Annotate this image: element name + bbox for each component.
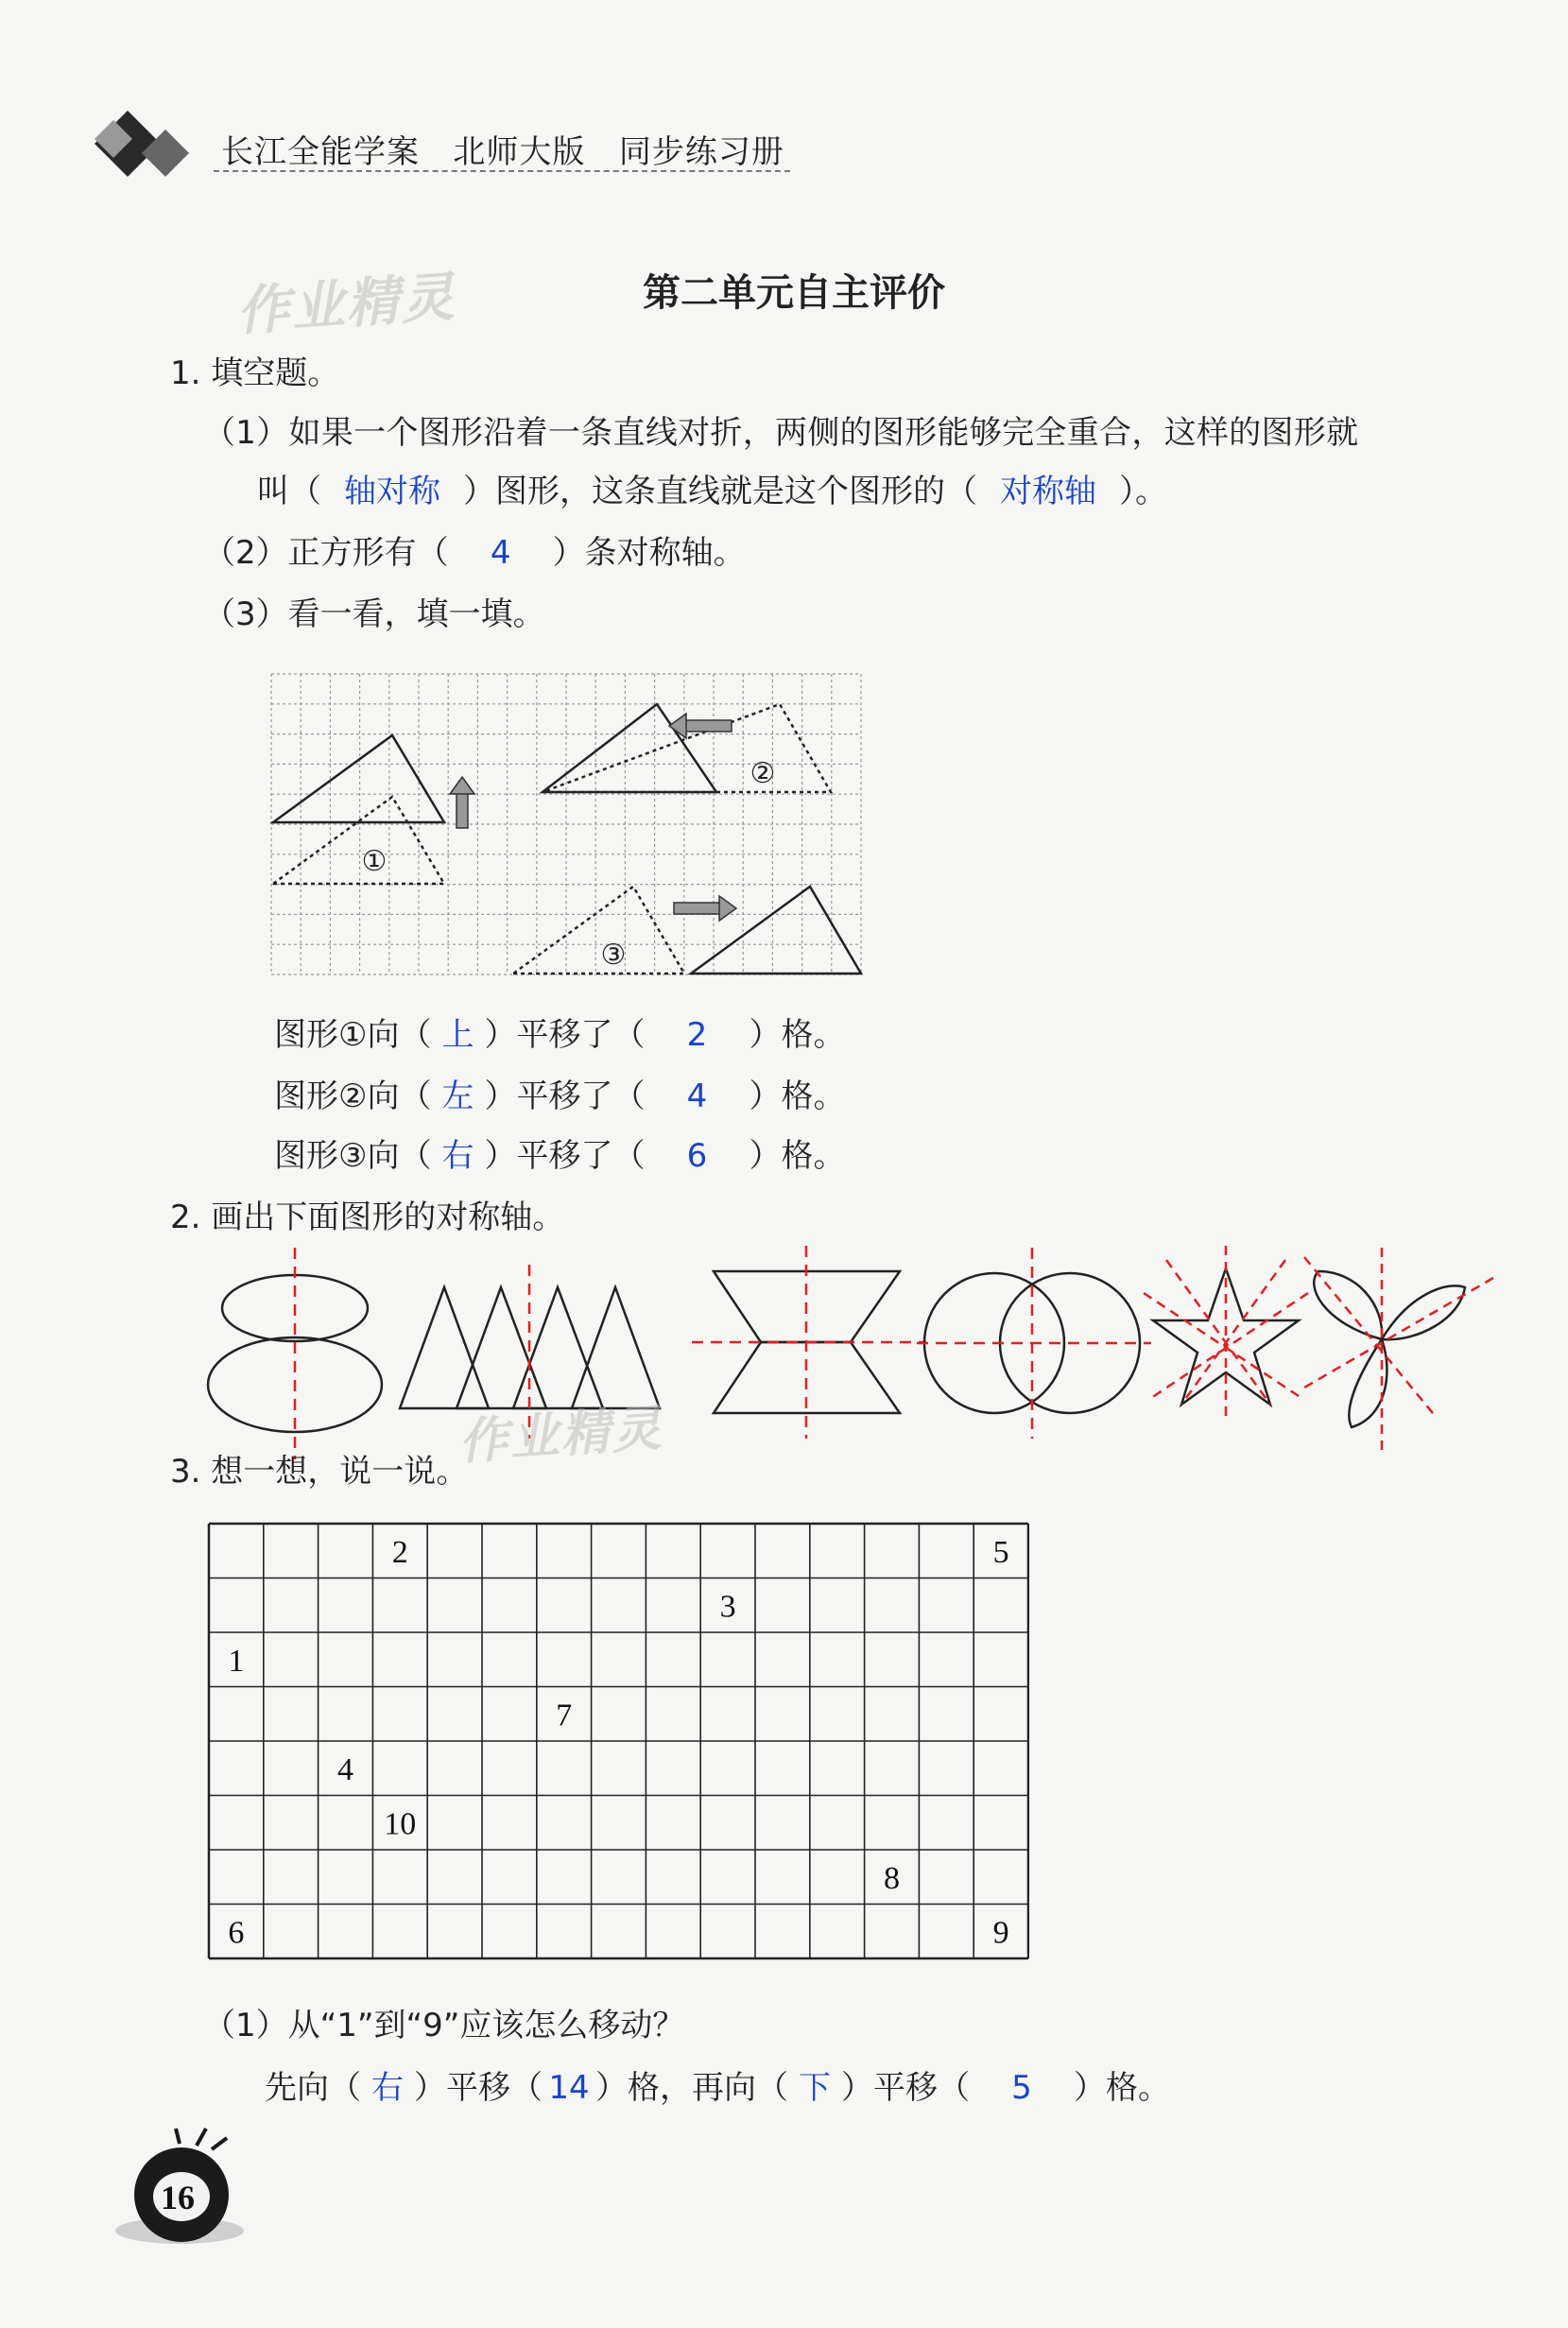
answer-axis-symmetric[interactable]: 轴对称 (344, 473, 440, 510)
triangle-3-moved (691, 887, 861, 974)
grid-lines (271, 674, 861, 974)
header-title: 长江全能学案 北师大版 同步练习册 (221, 133, 784, 171)
axes-petals (1304, 1248, 1493, 1451)
grid-number: 2 (391, 1534, 408, 1570)
grid-number: 1 (228, 1643, 245, 1679)
diamond-logo-icon (90, 106, 203, 181)
header-divider (214, 170, 790, 172)
translation-row-1 (274, 1016, 846, 1054)
grid-number: 10 (384, 1806, 417, 1842)
answer-direction-down[interactable]: 下 (799, 2069, 831, 2107)
answer-text-c: ）格，再向（ (595, 2069, 788, 2107)
triangle-1-label: ① (361, 845, 388, 878)
row-text-b: ）平移了（ (484, 1137, 646, 1175)
triangle-2-moved (543, 704, 716, 792)
grid-number: 7 (556, 1698, 573, 1733)
answer-count-3[interactable]: 6 (686, 1137, 708, 1175)
grid-number: 3 (719, 1589, 736, 1625)
coordinate-grid (207, 1522, 1029, 1961)
q3-answer-line (265, 2069, 1170, 2107)
answer-count-1[interactable]: 2 (686, 1016, 708, 1054)
translation-row-2 (274, 1078, 846, 1115)
q1-part1-text-c: ）。 (1119, 473, 1167, 510)
shape-star (1153, 1268, 1299, 1405)
triangle-3-original (513, 887, 684, 974)
answer-text-e: ）格。 (1074, 2069, 1170, 2107)
row-text-c: ）格。 (749, 1016, 846, 1054)
q1-part2-text-b: ）条对称轴。 (552, 534, 746, 572)
q1-label: 1. 填空题。 (170, 354, 340, 392)
answer-count-2[interactable]: 4 (686, 1078, 708, 1115)
translation-row-3 (274, 1137, 846, 1175)
row-text-a: 图形①向（ (274, 1016, 432, 1054)
answer-direction-2[interactable]: 左 (441, 1078, 474, 1115)
watermark: 作业精灵 (234, 266, 458, 344)
q2-label: 2. 画出下面图形的对称轴。 (170, 1198, 565, 1236)
answer-square-axes[interactable]: 4 (490, 534, 511, 572)
triangle-2-label: ② (750, 757, 776, 790)
triangle-1-original (273, 797, 444, 884)
answer-direction-3[interactable]: 右 (441, 1137, 474, 1175)
q3-sub1: （1）从“1”到“9”应该怎么移动？ (203, 2007, 685, 2044)
answer-direction-right[interactable]: 右 (371, 2069, 404, 2107)
grid-number: 6 (228, 1915, 245, 1951)
answer-text-a: 先向（ (265, 2069, 361, 2107)
row-text-c: ）格。 (749, 1078, 846, 1115)
answer-text-d: ）平移（ (841, 2069, 970, 2107)
answer-symmetry-axis[interactable]: 对称轴 (1000, 473, 1096, 510)
grid-number: 9 (992, 1915, 1009, 1951)
q1-part2 (203, 534, 746, 572)
arrow-right-icon (674, 896, 736, 921)
grid-number: 8 (884, 1860, 900, 1896)
watermark-middle: 作业精灵 (457, 1400, 665, 1472)
symmetry-shapes-figure (189, 1229, 1493, 1474)
row-text-b: ）平移了（ (484, 1016, 646, 1054)
answer-steps-5[interactable]: 5 (1011, 2069, 1032, 2107)
row-text-a: 图形②向（ (274, 1078, 432, 1115)
answer-steps-14[interactable]: 14 (548, 2069, 590, 2107)
header-decoration (90, 106, 203, 181)
row-text-a: 图形③向（ (274, 1137, 432, 1175)
page-title: 第二单元自主评价 (643, 271, 945, 315)
q1-part1-text-a: 叫（ (257, 473, 321, 510)
translation-grid-figure (268, 671, 873, 978)
q1-part2-text-a: （2）正方形有（ (203, 534, 449, 572)
row-text-c: ）格。 (749, 1137, 846, 1175)
page-number: 16 (161, 2179, 195, 2216)
q3-label: 3. 想一想，说一说。 (170, 1453, 469, 1491)
q1-part1-text-b: ）图形，这条直线就是这个图形的（ (463, 473, 977, 510)
q1-part1-line2 (257, 475, 1167, 508)
q1-part3: （3）看一看，填一填。 (203, 595, 545, 633)
arrow-up-icon (450, 777, 474, 828)
triangle-3-label: ③ (600, 939, 627, 972)
row-text-b: ）平移了（ (484, 1078, 646, 1115)
grid-number: 4 (337, 1751, 353, 1787)
answer-direction-1[interactable]: 上 (441, 1016, 474, 1054)
q1-part1-line1: （1）如果一个图形沿着一条直线对折，两侧的图形能够完全重合，这样的图形就 (203, 414, 1359, 452)
answer-text-b: ）平移（ (414, 2069, 543, 2107)
grid-number: 5 (992, 1534, 1009, 1570)
